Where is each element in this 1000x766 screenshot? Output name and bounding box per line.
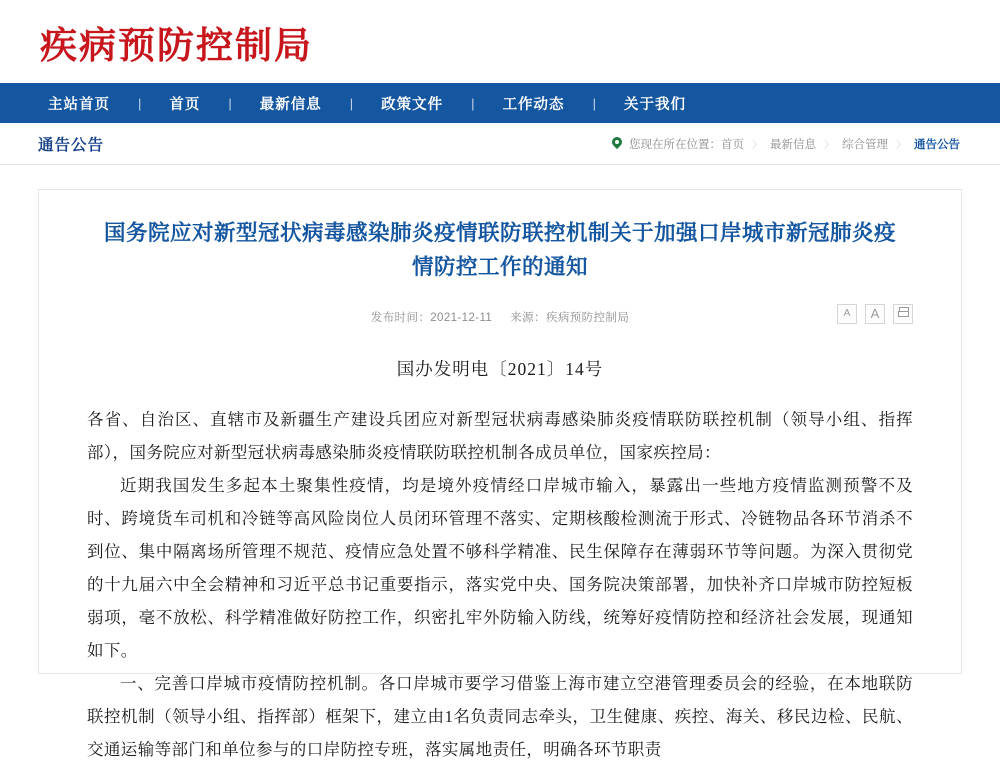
site-title: 疾病预防控制局 [40,25,313,67]
article-paragraph: 一、完善口岸城市疫情防控机制。各口岸城市要学习借鉴上海市建立空港管理委员会的经验，在本地联防联控机制（领导小组、指挥部）框架下，建立由1名负责同志牵头，卫生健康、疾控、海关、移民边检、民航、交通运输等部门和单位参与的口岸防控专班，落实属地责任，明确各环节职责 [87,674,913,759]
nav-separator: | [592,95,596,111]
nav-item-main-home[interactable]: 主站首页 [48,96,110,113]
breadcrumb-arrow-icon: 〉 [824,140,834,151]
font-increase-button[interactable]: A [865,304,885,324]
nav-separator: | [138,95,142,111]
nav-item-home[interactable]: 首页 [169,96,201,113]
breadcrumb-item-latest-info[interactable]: 最新信息 [770,138,816,151]
article-meta-row [87,304,913,330]
breadcrumb-item-current: 通告公告 [914,138,960,151]
breadcrumb-item-general-management[interactable]: 综合管理 [842,138,888,151]
article-container [0,165,1000,759]
section-title: 通告公告 [38,136,105,154]
publish-time-value: 2021-12-11 [430,312,493,324]
printer-icon [898,310,909,319]
nav-item-about-us[interactable]: 关于我们 [623,96,686,113]
breadcrumb-bar [0,123,1000,165]
breadcrumb-item-home[interactable]: 首页 [721,138,744,151]
nav-separator: | [349,95,354,111]
main-navigation [0,83,1000,123]
article-meta [371,309,630,325]
font-decrease-button[interactable]: A [837,304,857,324]
breadcrumb [611,136,960,152]
site-header [0,0,1000,83]
nav-item-latest-info[interactable]: 最新信息 [259,96,322,113]
article-card [38,189,962,759]
publish-time-label: 发布时间： [370,312,431,324]
source-label: 来源： [510,312,546,324]
nav-separator: | [471,95,475,111]
article-body [87,403,913,766]
breadcrumb-prefix: 您现在所在位置： [629,138,721,151]
nav-item-work-updates[interactable]: 工作动态 [502,96,565,113]
breadcrumb-arrow-icon: 〉 [896,140,906,151]
article-paragraph: 近期我国发生多起本土聚集性疫情，均是境外疫情经口岸城市输入，暴露出一些地方疫情监测预警不及时、跨境货车司机和冷链等高风险岗位人员闭环管理不落实、定期核酸检测流于形式、冷链物品各环节消杀不到位、集中隔离场所管理不规范、疫情应急处置不够科学精准、民生保障存在薄弱环节等问题。为深入贯彻党的十九届六中全会精神和习近平总书记重要指示，落实党中央、国务院决策部署，加快补齐口岸城市防控短板弱项，毫不放松、科学精准做好防控工作，织密扎牢外防输入防线，统筹好疫情防控和经济社会发展，现通知如下。 [87,476,913,660]
article-paragraph: 各省、自治区、直辖市及新疆生产建设兵团应对新型冠状病毒感染肺炎疫情联防联控机制（领导小组、指挥部），国务院应对新型冠状病毒感染肺炎疫情联防联控机制各成员单位，国家疾控局： [87,410,913,462]
article-tools [837,304,913,324]
document-number: 国办发明电〔2021〕14号 [396,359,604,379]
article-title: 国务院应对新型冠状病毒感染肺炎疫情联防联控机制关于加强口岸城市新冠肺炎疫情防控工作的通知 [103,221,896,279]
breadcrumb-arrow-icon: 〉 [752,140,762,151]
print-button[interactable] [893,304,913,324]
source-value: 疾病预防控制局 [545,312,630,324]
nav-item-policy-documents[interactable]: 政策文件 [381,96,444,113]
location-pin-icon [611,137,623,151]
nav-separator: | [228,95,232,111]
